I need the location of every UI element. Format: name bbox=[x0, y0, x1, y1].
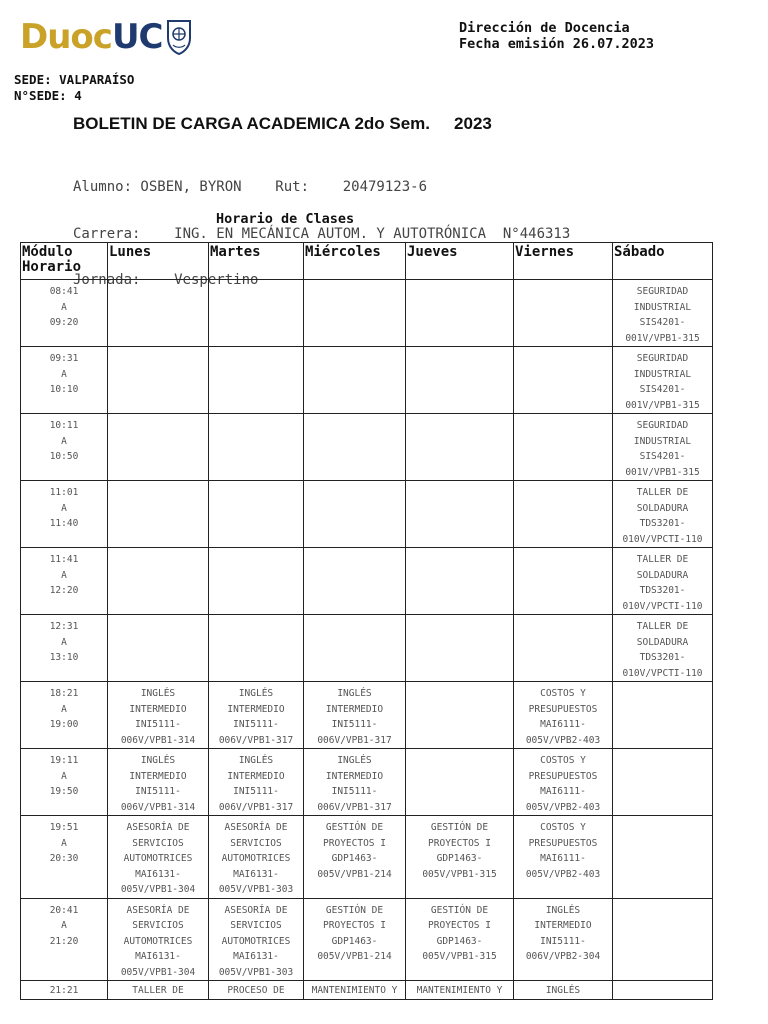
class-info-line: 005V/VPB2-403 bbox=[525, 734, 601, 746]
table-row bbox=[21, 749, 713, 816]
class-info-line: PROYECTOS I bbox=[323, 920, 386, 931]
class-info-line: 005V/VPB2-403 bbox=[525, 801, 601, 813]
time-slot-line: 11:01 bbox=[49, 487, 79, 498]
time-slot-line: 13:10 bbox=[49, 652, 79, 663]
class-cell-monday bbox=[108, 615, 209, 682]
table-row bbox=[21, 481, 713, 548]
class-cell-friday bbox=[514, 981, 613, 1000]
time-slot-line: 10:10 bbox=[49, 384, 79, 395]
time-slot-line: A bbox=[61, 368, 67, 380]
class-cell-monday bbox=[108, 898, 209, 981]
class-info-line: MAI6131- bbox=[135, 868, 181, 880]
class-info-line: AUTOMOTRICES bbox=[221, 935, 291, 947]
class-cell-tuesday bbox=[209, 414, 304, 481]
schedule-title: Horario de Clases bbox=[216, 211, 355, 227]
class-info-line: SERVICIOS bbox=[230, 920, 282, 931]
time-slot-cell bbox=[21, 347, 108, 414]
issue-date: Fecha emisión 26.07.2023 bbox=[459, 36, 655, 52]
class-info-line: COSTOS Y bbox=[540, 688, 586, 699]
class-info-line: ASESORÍA DE bbox=[126, 822, 190, 833]
class-cell-saturday bbox=[613, 548, 713, 615]
class-cell-wednesday bbox=[304, 414, 406, 481]
class-cell-tuesday bbox=[209, 981, 304, 1000]
class-cell-thursday bbox=[406, 749, 514, 816]
class-info-line: SIS4201- bbox=[639, 317, 686, 328]
time-slot-line: A bbox=[61, 703, 67, 715]
student-career: Carrera: ING. EN MECÁNICA AUTOM. Y AUTOTRÓNICA N°446313 bbox=[73, 225, 571, 242]
class-info-line: 005V/VPB1-214 bbox=[317, 868, 392, 880]
time-slot-cell bbox=[21, 981, 108, 1000]
time-slot-line: 19:00 bbox=[49, 719, 79, 730]
class-info-line: MAI6131- bbox=[135, 951, 181, 962]
duoc-uc-logo bbox=[20, 14, 193, 60]
class-info-line: INTERMEDIO bbox=[534, 920, 592, 931]
class-info-line: COSTOS Y bbox=[540, 755, 586, 766]
class-cell-thursday bbox=[406, 347, 514, 414]
class-info-line: INTERMEDIO bbox=[325, 770, 384, 782]
class-info-line: SERVICIOS bbox=[230, 837, 282, 849]
class-cell-friday bbox=[514, 414, 613, 481]
class-info-line: INI5111- bbox=[331, 719, 378, 730]
class-schedule-table bbox=[20, 242, 713, 1000]
class-info-line: 010V/VPCTI-110 bbox=[622, 667, 703, 679]
class-info-line: 001V/VPB1-315 bbox=[625, 466, 700, 478]
class-info-line: INGLÉS bbox=[140, 755, 176, 766]
header-module-time: Módulo Horario bbox=[21, 243, 108, 280]
header-friday: Viernes bbox=[514, 243, 613, 280]
class-info-line: INGLÉS bbox=[140, 688, 176, 699]
class-info-line: INTERMEDIO bbox=[129, 703, 187, 715]
class-cell-tuesday bbox=[209, 615, 304, 682]
class-info-line: MAI6111- bbox=[540, 853, 586, 864]
table-row bbox=[21, 898, 713, 981]
time-slot-line: 21:20 bbox=[49, 935, 79, 947]
class-info-line: TALLER DE bbox=[636, 554, 689, 565]
class-info-line: 005V/VPB1-315 bbox=[422, 951, 497, 962]
time-slot-cell bbox=[21, 615, 108, 682]
class-cell-monday bbox=[108, 481, 209, 548]
class-cell-wednesday bbox=[304, 981, 406, 1000]
class-info-line: INGLÉS bbox=[238, 688, 274, 699]
class-info-line: SIS4201- bbox=[639, 451, 686, 462]
class-cell-wednesday bbox=[304, 481, 406, 548]
class-info-line: TALLER DE bbox=[636, 487, 689, 498]
class-info-line: GESTIÓN DE bbox=[430, 904, 489, 916]
class-info-line: PROYECTOS I bbox=[323, 837, 386, 849]
class-cell-tuesday bbox=[209, 548, 304, 615]
university-seal-icon bbox=[165, 18, 193, 56]
class-info-line: PROCESO DE bbox=[227, 985, 285, 996]
class-info-line: 006V/VPB1-317 bbox=[317, 801, 392, 813]
class-info-line: PROYECTOS I bbox=[428, 920, 491, 931]
class-cell-saturday bbox=[613, 981, 713, 1000]
time-slot-line: A bbox=[61, 301, 67, 313]
time-slot-line: 18:21 bbox=[49, 688, 79, 699]
class-cell-saturday bbox=[613, 749, 713, 816]
class-cell-thursday bbox=[406, 981, 514, 1000]
class-cell-tuesday bbox=[209, 898, 304, 981]
table-row bbox=[21, 981, 713, 1000]
class-cell-wednesday bbox=[304, 280, 406, 347]
time-slot-line: A bbox=[61, 502, 67, 514]
document-title bbox=[73, 114, 492, 134]
class-cell-monday bbox=[108, 749, 209, 816]
class-cell-wednesday bbox=[304, 816, 406, 899]
class-cell-wednesday bbox=[304, 347, 406, 414]
class-cell-monday bbox=[108, 414, 209, 481]
time-slot-line: 19:50 bbox=[49, 786, 79, 797]
time-slot-line: A bbox=[61, 837, 67, 849]
class-cell-saturday bbox=[613, 280, 713, 347]
class-cell-tuesday bbox=[209, 682, 304, 749]
header-thursday: Jueves bbox=[406, 243, 514, 280]
class-cell-friday bbox=[514, 749, 613, 816]
class-info-line: GESTIÓN DE bbox=[325, 904, 384, 916]
class-info-line: 006V/VPB1-314 bbox=[120, 801, 196, 813]
class-info-line: INTERMEDIO bbox=[129, 770, 187, 782]
class-info-line: INTERMEDIO bbox=[325, 703, 384, 715]
class-cell-thursday bbox=[406, 280, 514, 347]
table-row bbox=[21, 816, 713, 899]
class-info-line: AUTOMOTRICES bbox=[123, 853, 193, 864]
class-info-line: TALLER DE bbox=[132, 985, 184, 996]
class-cell-saturday bbox=[613, 414, 713, 481]
time-slot-line: A bbox=[61, 435, 67, 447]
class-cell-friday bbox=[514, 347, 613, 414]
class-info-line: INDUSTRIAL bbox=[633, 368, 692, 380]
time-slot-cell bbox=[21, 682, 108, 749]
class-cell-monday bbox=[108, 280, 209, 347]
time-slot-line: 10:11 bbox=[49, 420, 79, 431]
table-row bbox=[21, 414, 713, 481]
time-slot-cell bbox=[21, 749, 108, 816]
class-info-line: INI5111- bbox=[233, 719, 279, 730]
class-info-line: 005V/VPB1-303 bbox=[218, 966, 294, 978]
class-info-line: INI5111- bbox=[135, 719, 181, 730]
time-slot-cell bbox=[21, 280, 108, 347]
class-cell-monday bbox=[108, 682, 209, 749]
class-info-line: SIS4201- bbox=[639, 384, 686, 395]
class-info-line: 005V/VPB1-214 bbox=[317, 951, 392, 962]
time-slot-line: 08:41 bbox=[49, 286, 79, 297]
class-cell-monday bbox=[108, 548, 209, 615]
class-info-line: AUTOMOTRICES bbox=[221, 853, 291, 864]
class-info-line: SOLDADURA bbox=[636, 636, 689, 648]
student-name-rut: Alumno: OSBEN, BYRON Rut: 20479123-6 bbox=[73, 179, 428, 195]
time-slot-line: 11:40 bbox=[49, 518, 79, 529]
class-cell-thursday bbox=[406, 816, 514, 899]
class-cell-saturday bbox=[613, 347, 713, 414]
class-info-line: INDUSTRIAL bbox=[633, 301, 692, 313]
time-slot-line: A bbox=[61, 920, 67, 931]
class-info-line: INGLÉS bbox=[337, 755, 372, 766]
class-cell-saturday bbox=[613, 898, 713, 981]
time-slot-line: 20:41 bbox=[49, 904, 79, 916]
class-info-line: 001V/VPB1-315 bbox=[625, 332, 700, 344]
class-cell-wednesday bbox=[304, 615, 406, 682]
class-cell-wednesday bbox=[304, 898, 406, 981]
class-info-line: INDUSTRIAL bbox=[633, 435, 692, 447]
class-info-line: INTERMEDIO bbox=[227, 770, 285, 782]
class-info-line: GDP1463- bbox=[331, 853, 378, 864]
class-cell-thursday bbox=[406, 615, 514, 682]
time-slot-line: 09:31 bbox=[49, 353, 79, 364]
time-slot-cell bbox=[21, 898, 108, 981]
time-slot-line: 10:50 bbox=[49, 451, 79, 462]
time-slot-line: 12:31 bbox=[49, 621, 79, 632]
class-info-line: SEGURIDAD bbox=[636, 286, 689, 297]
time-slot-line: 12:20 bbox=[49, 585, 79, 596]
title-text: BOLETIN DE CARGA ACADEMICA 2do Sem. bbox=[73, 114, 431, 133]
class-cell-friday bbox=[514, 682, 613, 749]
class-info-line: PRESUPUESTOS bbox=[528, 703, 598, 715]
class-info-line: SOLDADURA bbox=[636, 502, 689, 514]
class-cell-thursday bbox=[406, 481, 514, 548]
class-cell-thursday bbox=[406, 548, 514, 615]
time-slot-line: 09:20 bbox=[49, 317, 79, 328]
campus-info bbox=[14, 72, 134, 104]
class-info-line: ASESORÍA DE bbox=[224, 904, 288, 916]
table-row bbox=[21, 347, 713, 414]
class-info-line: TDS3201- bbox=[639, 652, 686, 663]
class-cell-tuesday bbox=[209, 749, 304, 816]
class-info-line: 006V/VPB1-314 bbox=[120, 734, 196, 746]
class-info-line: INI5111- bbox=[135, 786, 181, 797]
class-info-line: 010V/VPCTI-110 bbox=[622, 600, 703, 612]
class-cell-friday bbox=[514, 816, 613, 899]
class-info-line: TALLER DE bbox=[636, 621, 689, 632]
class-info-line: MANTENIMIENTO Y bbox=[311, 985, 398, 996]
class-cell-thursday bbox=[406, 898, 514, 981]
class-info-line: GDP1463- bbox=[436, 935, 483, 947]
class-info-line: MAI6131- bbox=[233, 868, 279, 880]
class-info-line: MAI6131- bbox=[233, 951, 279, 962]
class-info-line: AUTOMOTRICES bbox=[123, 935, 193, 947]
class-cell-monday bbox=[108, 816, 209, 899]
class-cell-monday bbox=[108, 347, 209, 414]
class-info-line: 005V/VPB1-315 bbox=[422, 868, 497, 880]
class-info-line: PROYECTOS I bbox=[428, 837, 491, 849]
time-slot-line: 19:11 bbox=[49, 755, 79, 766]
class-info-line: 010V/VPCTI-110 bbox=[622, 533, 703, 545]
class-info-line: 001V/VPB1-315 bbox=[625, 399, 700, 411]
class-info-line: SEGURIDAD bbox=[636, 420, 689, 431]
time-slot-line: A bbox=[61, 770, 67, 782]
time-slot-line: 20:30 bbox=[49, 853, 79, 864]
class-info-line: ASESORÍA DE bbox=[126, 904, 190, 916]
time-slot-cell bbox=[21, 414, 108, 481]
logo-text-duoc: Duoc bbox=[20, 17, 112, 57]
class-info-line: 005V/VPB1-304 bbox=[120, 884, 196, 895]
time-slot-line: 19:51 bbox=[49, 822, 79, 833]
class-info-line: MANTENIMIENTO Y bbox=[416, 985, 503, 996]
class-info-line: PRESUPUESTOS bbox=[528, 770, 598, 782]
class-info-line: GESTIÓN DE bbox=[325, 822, 384, 833]
class-cell-tuesday bbox=[209, 280, 304, 347]
class-info-line: MAI6111- bbox=[540, 786, 586, 797]
class-info-line: INI5111- bbox=[233, 786, 279, 797]
class-info-line: COSTOS Y bbox=[540, 822, 586, 833]
title-year: 2023 bbox=[454, 114, 492, 133]
class-info-line: SERVICIOS bbox=[132, 920, 184, 931]
campus-name: SEDE: VALPARAÍSO bbox=[14, 72, 135, 87]
class-cell-tuesday bbox=[209, 816, 304, 899]
class-cell-saturday bbox=[613, 615, 713, 682]
class-info-line: INGLÉS bbox=[337, 688, 372, 699]
class-info-line: 006V/VPB1-317 bbox=[317, 734, 392, 746]
class-cell-wednesday bbox=[304, 548, 406, 615]
campus-number: N°SEDE: 4 bbox=[14, 88, 82, 103]
class-info-line: 006V/VPB2-304 bbox=[525, 951, 601, 962]
class-info-line: MAI6111- bbox=[540, 719, 586, 730]
class-info-line: SEGURIDAD bbox=[636, 353, 689, 364]
class-info-line: GDP1463- bbox=[436, 853, 483, 864]
class-info-line: TDS3201- bbox=[639, 518, 686, 529]
header-wednesday: Miércoles bbox=[304, 243, 406, 280]
class-cell-wednesday bbox=[304, 749, 406, 816]
header-tuesday: Martes bbox=[209, 243, 304, 280]
header-saturday: Sábado bbox=[613, 243, 713, 280]
class-cell-friday bbox=[514, 481, 613, 548]
class-info-line: 005V/VPB2-403 bbox=[525, 868, 601, 880]
class-info-line: GDP1463- bbox=[331, 935, 378, 947]
class-cell-saturday bbox=[613, 481, 713, 548]
time-slot-line: 11:41 bbox=[49, 554, 79, 565]
class-cell-friday bbox=[514, 548, 613, 615]
class-info-line: GESTIÓN DE bbox=[430, 822, 489, 833]
class-info-line: 006V/VPB1-317 bbox=[218, 734, 294, 746]
class-info-line: 006V/VPB1-317 bbox=[218, 801, 294, 813]
class-cell-thursday bbox=[406, 682, 514, 749]
class-cell-friday bbox=[514, 280, 613, 347]
class-cell-saturday bbox=[613, 816, 713, 899]
time-slot-line: A bbox=[61, 569, 67, 581]
class-info-line: INGLÉS bbox=[545, 904, 581, 916]
class-info-line: ASESORÍA DE bbox=[224, 822, 288, 833]
time-slot-line: 21:21 bbox=[49, 985, 79, 996]
class-cell-saturday bbox=[613, 682, 713, 749]
document-header-info bbox=[459, 20, 654, 52]
class-cell-tuesday bbox=[209, 347, 304, 414]
class-info-line: 005V/VPB1-303 bbox=[218, 884, 294, 895]
table-row bbox=[21, 280, 713, 347]
time-slot-cell bbox=[21, 548, 108, 615]
class-info-line: PRESUPUESTOS bbox=[528, 837, 598, 849]
time-slot-cell bbox=[21, 816, 108, 899]
class-cell-monday bbox=[108, 981, 209, 1000]
class-info-line: INI5111- bbox=[540, 935, 586, 947]
class-cell-tuesday bbox=[209, 481, 304, 548]
table-row bbox=[21, 548, 713, 615]
class-cell-friday bbox=[514, 898, 613, 981]
class-info-line: 005V/VPB1-304 bbox=[120, 966, 196, 978]
student-shift: Jornada: Vespertino bbox=[73, 272, 259, 288]
table-header-row bbox=[21, 243, 713, 280]
logo-text-uc: UC bbox=[111, 17, 163, 57]
direction-label: Dirección de Docencia bbox=[459, 20, 630, 36]
class-info-line: INTERMEDIO bbox=[227, 703, 285, 715]
class-info-line: SOLDADURA bbox=[636, 569, 689, 581]
time-slot-line: A bbox=[61, 636, 67, 648]
class-info-line: INGLÉS bbox=[238, 755, 274, 766]
class-cell-friday bbox=[514, 615, 613, 682]
time-slot-cell bbox=[21, 481, 108, 548]
class-info-line: SERVICIOS bbox=[132, 837, 184, 849]
class-info-line: INGLÉS bbox=[545, 985, 581, 996]
header-monday: Lunes bbox=[108, 243, 209, 280]
class-cell-thursday bbox=[406, 414, 514, 481]
class-info-line: TDS3201- bbox=[639, 585, 686, 596]
class-cell-wednesday bbox=[304, 682, 406, 749]
class-info-line: INI5111- bbox=[331, 786, 378, 797]
table-row bbox=[21, 682, 713, 749]
table-row bbox=[21, 615, 713, 682]
